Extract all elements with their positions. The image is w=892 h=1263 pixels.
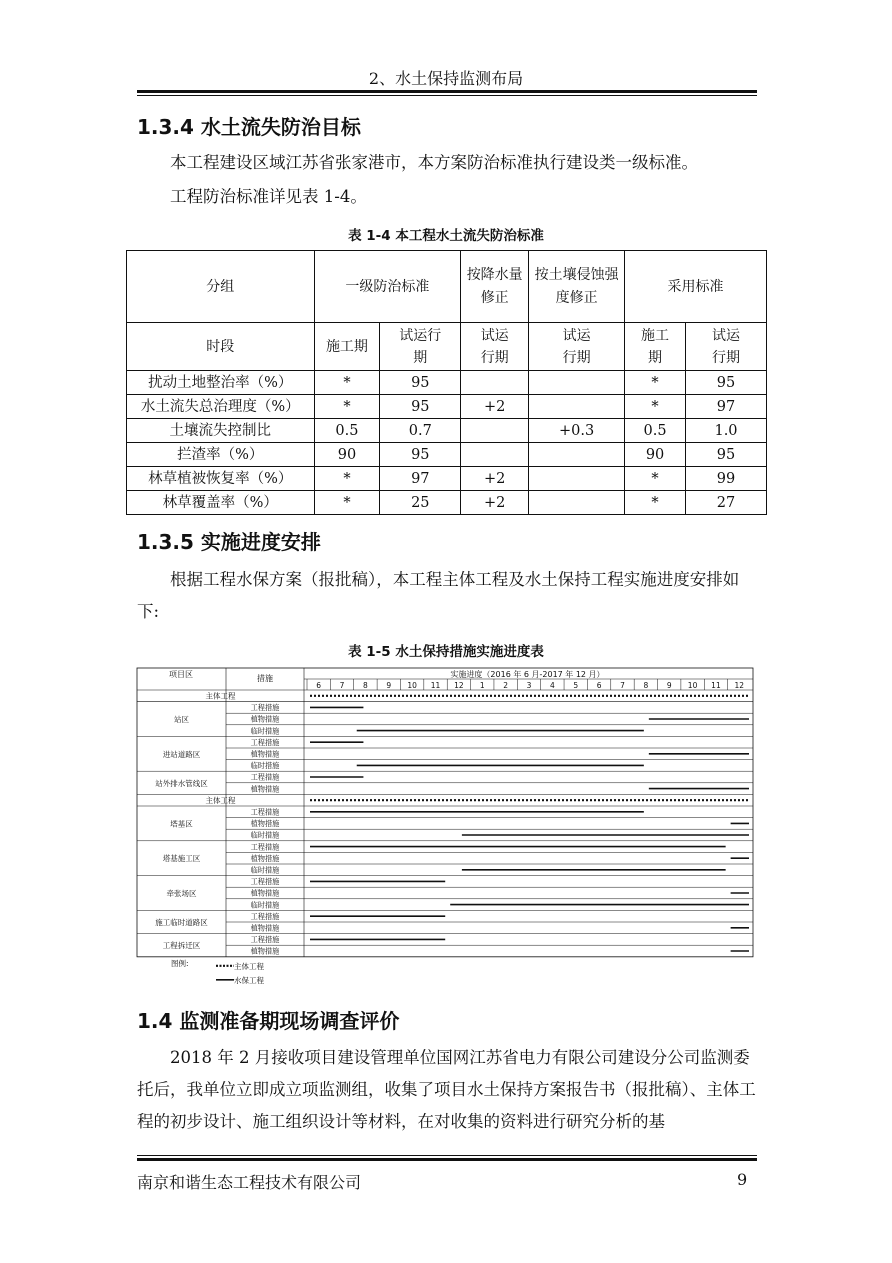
table-row bbox=[127, 371, 767, 395]
page-number: 9 bbox=[737, 1170, 748, 1189]
header-cell: 施工期 bbox=[625, 323, 686, 371]
legend-wb-label: 水保工程 bbox=[234, 975, 264, 985]
value-cell: 95 bbox=[380, 443, 461, 467]
section-heading-134: 1.3.4 水土流失防治目标 bbox=[137, 115, 361, 139]
measure-label: 植物措施 bbox=[250, 923, 280, 933]
measure-label: 工程措施 bbox=[250, 807, 280, 817]
area-label: 牵张场区 bbox=[166, 889, 197, 898]
value-cell: * bbox=[314, 395, 380, 419]
value-cell: 90 bbox=[625, 443, 686, 467]
header-rule-thick bbox=[137, 90, 757, 93]
header-cell: 按降水量修正 bbox=[461, 251, 529, 323]
value-cell bbox=[529, 371, 625, 395]
header-progress: 实施进度（2016 年 6 月-2017 年 12 月） bbox=[450, 670, 605, 679]
month-label: 6 bbox=[316, 681, 322, 690]
area-label: 进站道路区 bbox=[162, 749, 201, 759]
area-label: 工程拆迁区 bbox=[162, 941, 201, 951]
header-cell: 试运行期 bbox=[686, 323, 767, 371]
value-cell: 0.5 bbox=[625, 419, 686, 443]
value-cell bbox=[461, 443, 529, 467]
header-rule-thin bbox=[137, 95, 757, 96]
measure-label: 工程措施 bbox=[250, 842, 280, 852]
month-label: 12 bbox=[454, 681, 464, 690]
header-cell: 按土壤侵蚀强度修正 bbox=[529, 251, 625, 323]
legend-title: 图例: bbox=[171, 958, 189, 968]
row-label-cell: 土壤流失控制比 bbox=[127, 419, 315, 443]
section-heading-135: 1.3.5 实施进度安排 bbox=[137, 530, 321, 554]
measure-label: 工程措施 bbox=[250, 737, 280, 747]
month-label: 3 bbox=[526, 681, 532, 690]
area-label: 塔基区 bbox=[170, 819, 193, 829]
table-row bbox=[127, 467, 767, 491]
month-label: 10 bbox=[407, 681, 417, 690]
value-cell: 97 bbox=[380, 467, 461, 491]
paragraph: 本工程建设区域江苏省张家港市，本方案防治标准执行建设类一级标准。 bbox=[170, 153, 698, 172]
measure-label: 植物措施 bbox=[250, 888, 280, 898]
row-label-cell: 扰动土地整治率（%） bbox=[127, 371, 315, 395]
footer-rule-thick bbox=[137, 1158, 757, 1161]
header-cell: 时段 bbox=[127, 323, 315, 371]
row-label-cell: 拦渣率（%） bbox=[127, 443, 315, 467]
value-cell: 99 bbox=[686, 467, 767, 491]
measure-label: 工程措施 bbox=[250, 877, 280, 887]
measure-label: 植物措施 bbox=[250, 749, 280, 759]
value-cell: * bbox=[625, 395, 686, 419]
month-label: 9 bbox=[386, 681, 392, 690]
header-cell: 试运行期 bbox=[461, 323, 529, 371]
legend-main-label: 主体工程 bbox=[234, 961, 264, 971]
header-cell: 施工期 bbox=[314, 323, 380, 371]
month-label: 7 bbox=[339, 681, 345, 690]
measure-label: 临时措施 bbox=[250, 830, 280, 840]
month-label: 8 bbox=[643, 681, 649, 690]
value-cell: * bbox=[625, 491, 686, 515]
measure-label: 工程措施 bbox=[250, 911, 280, 921]
measure-label: 临时措施 bbox=[250, 761, 280, 771]
value-cell: +0.3 bbox=[529, 419, 625, 443]
header-cell: 采用标准 bbox=[625, 251, 767, 323]
value-cell: * bbox=[625, 371, 686, 395]
section-heading-14: 1.4 监测准备期现场调查评价 bbox=[137, 1009, 400, 1033]
value-cell: 0.5 bbox=[314, 419, 380, 443]
value-cell: 95 bbox=[686, 371, 767, 395]
table-caption: 表 1-5 水土保持措施实施进度表 bbox=[348, 644, 544, 660]
running-header: 2、水土保持监测布局 bbox=[368, 69, 524, 88]
row-label-cell: 林草覆盖率（%） bbox=[127, 491, 315, 515]
month-label: 8 bbox=[363, 681, 368, 690]
main-works-label: 主体工程 bbox=[205, 795, 236, 805]
measure-label: 临时措施 bbox=[250, 865, 280, 875]
value-cell bbox=[461, 371, 529, 395]
value-cell: 25 bbox=[380, 491, 461, 515]
paragraph: 2018 年 2 月接收项目建设管理单位国网江苏省电力有限公司建设分公司监测委托后，我单位立即成立项监测组，收集了项目水土保持方案报告书（报批稿）、主体工程的初步设计、施工组织设计等材料，在对收集的资料进行研究分析的基 bbox=[137, 1048, 756, 1131]
table-caption: 表 1-4 本工程水土流失防治标准 bbox=[348, 228, 544, 244]
measure-label: 植物措施 bbox=[250, 853, 280, 863]
area-label: 站外排水管线区 bbox=[155, 778, 208, 788]
value-cell bbox=[529, 443, 625, 467]
value-cell bbox=[529, 467, 625, 491]
area-label: 塔基施工区 bbox=[162, 854, 201, 864]
value-cell bbox=[461, 419, 529, 443]
header-cell: 一级防治标准 bbox=[314, 251, 461, 323]
measure-label: 工程措施 bbox=[250, 772, 280, 782]
header-cell: 试运行期 bbox=[529, 323, 625, 371]
area-label: 站区 bbox=[174, 715, 189, 724]
table-row bbox=[127, 443, 767, 467]
month-label: 11 bbox=[711, 681, 721, 690]
measure-label: 工程措施 bbox=[250, 703, 280, 713]
month-label: 6 bbox=[596, 681, 602, 690]
value-cell: 97 bbox=[686, 395, 767, 419]
measure-label: 临时措施 bbox=[250, 726, 280, 736]
table-row bbox=[127, 419, 767, 443]
measure-label: 植物措施 bbox=[250, 819, 280, 829]
main-works-label: 主体工程 bbox=[205, 691, 236, 701]
month-label: 4 bbox=[549, 681, 555, 690]
paragraph: 工程防治标准详见表 1-4。 bbox=[170, 187, 367, 206]
value-cell: * bbox=[314, 467, 380, 491]
value-cell: +2 bbox=[461, 467, 529, 491]
measure-label: 工程措施 bbox=[250, 935, 280, 945]
measure-label: 临时措施 bbox=[250, 900, 280, 910]
area-label: 施工临时道路区 bbox=[155, 918, 208, 927]
header-cell: 试运行期 bbox=[380, 323, 461, 371]
header-cell: 分组 bbox=[127, 251, 315, 323]
measure-label: 植物措施 bbox=[250, 784, 280, 794]
value-cell: 1.0 bbox=[686, 419, 767, 443]
measure-label: 植物措施 bbox=[250, 946, 280, 956]
month-label: 2 bbox=[503, 681, 509, 690]
value-cell bbox=[529, 395, 625, 419]
month-label: 7 bbox=[620, 681, 625, 690]
month-label: 10 bbox=[687, 681, 698, 690]
schedule-chart bbox=[136, 666, 756, 990]
table-row bbox=[127, 491, 767, 515]
row-label-cell: 水土流失总治理度（%） bbox=[127, 395, 315, 419]
month-label: 1 bbox=[479, 681, 485, 690]
table-row bbox=[127, 395, 767, 419]
header-measure: 措施 bbox=[257, 674, 273, 683]
value-cell: * bbox=[314, 371, 380, 395]
value-cell: 95 bbox=[380, 371, 461, 395]
value-cell: 27 bbox=[686, 491, 767, 515]
month-label: 9 bbox=[666, 681, 672, 690]
footer-rule-thin bbox=[137, 1155, 757, 1156]
value-cell: 95 bbox=[686, 443, 767, 467]
value-cell: * bbox=[314, 491, 380, 515]
header-area: 项目区 bbox=[169, 670, 193, 679]
month-label: 5 bbox=[573, 681, 579, 690]
month-label: 11 bbox=[430, 681, 441, 690]
paragraph: 根据工程水保方案（报批稿），本工程主体工程及水土保持工程实施进度安排如下: bbox=[137, 570, 740, 621]
value-cell: * bbox=[625, 467, 686, 491]
value-cell: +2 bbox=[461, 395, 529, 419]
row-label-cell: 林草植被恢复率（%） bbox=[127, 467, 315, 491]
month-label: 12 bbox=[734, 681, 745, 690]
value-cell: 0.7 bbox=[380, 419, 461, 443]
standards-table bbox=[126, 250, 767, 515]
value-cell: 95 bbox=[380, 395, 461, 419]
measure-label: 植物措施 bbox=[250, 714, 280, 724]
footer-company: 南京和谐生态工程技术有限公司 bbox=[137, 1173, 362, 1192]
value-cell: +2 bbox=[461, 491, 529, 515]
value-cell: 90 bbox=[314, 443, 380, 467]
value-cell bbox=[529, 491, 625, 515]
